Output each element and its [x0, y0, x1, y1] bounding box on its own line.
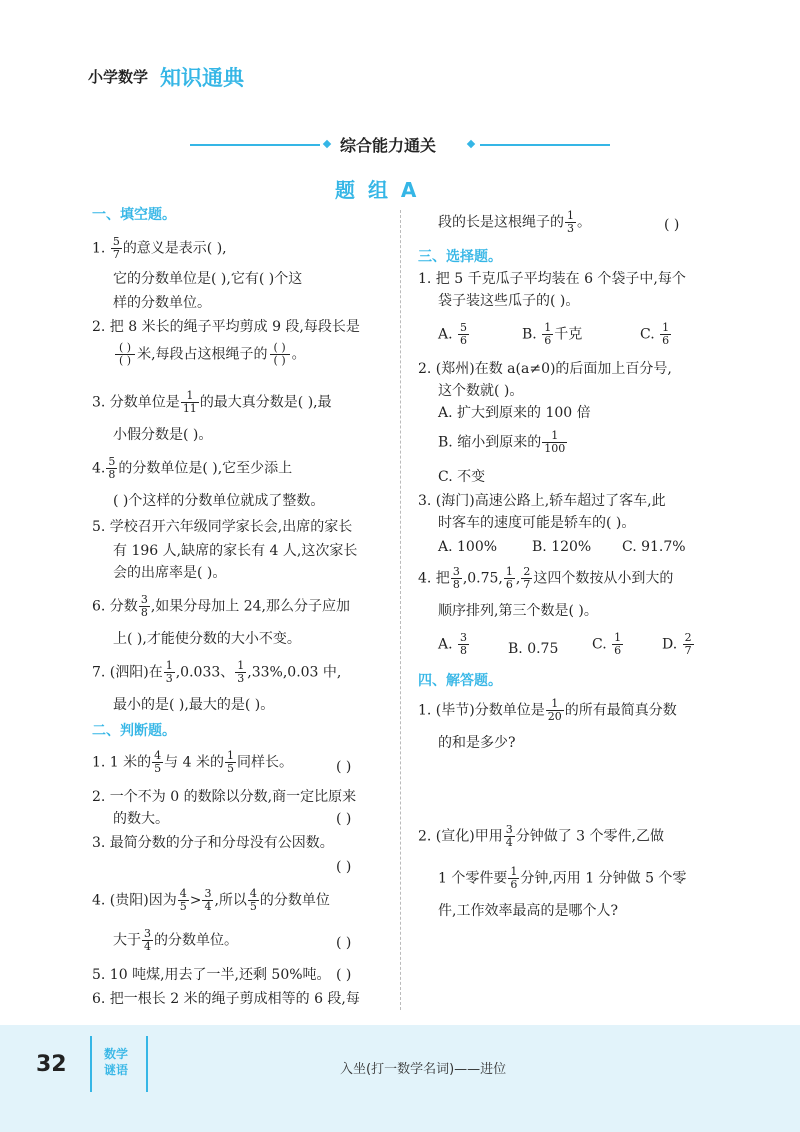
page-number: 32: [36, 1052, 67, 1077]
fill-q1-line2: 它的分数单位是( ),它有( )个这: [113, 271, 303, 287]
choice-q3-opt-c[interactable]: C. 91.7%: [622, 539, 686, 555]
series-name: 小学数学: [88, 68, 149, 86]
solve-q1-line2: 的和是多少?: [438, 735, 516, 751]
footer-divider-right: [146, 1036, 148, 1092]
choice-q3-opt-b[interactable]: B. 120%: [532, 539, 592, 555]
fraction: $\frac{4}{5}$: [249, 887, 257, 913]
choice-q1-line1: 1. 把 5 千克瓜子平均装在 6 个袋子中,每个: [418, 271, 686, 287]
fraction: $\frac{4}{5}$: [154, 749, 162, 775]
fill-q4-line1: 4. $\frac{5}{8}$ 的分数单位是( ),它至少添上: [92, 455, 293, 481]
fraction: $\frac{2}{7}$: [523, 565, 531, 591]
judge-q1: 1. 1 米的 $\frac{4}{5}$ 与 4 米的 $\frac{1}{5}$ 同样长。: [92, 749, 293, 775]
choice-q1-opt-c[interactable]: C. $\frac{1}{6}$: [640, 321, 670, 347]
section-judge: 二、判断题。: [92, 723, 176, 739]
footer-divider-left: [90, 1036, 92, 1092]
judge-q2-line2: 的数大。: [113, 811, 169, 827]
choice-q4-opt-d[interactable]: D. $\frac{2}{7}$: [662, 631, 692, 657]
fraction: $\frac{3}{8}$: [452, 565, 460, 591]
fraction: $\frac{1}{3}$: [237, 659, 245, 685]
choice-q2-line2: 这个数就( )。: [438, 383, 524, 399]
choice-q4-line1: 4. 把 $\frac{3}{8}$ ,0.75, $\frac{1}{6}$ , $\frac{2}{7}$ 这四个数按从小到大的: [418, 565, 674, 591]
judge-q2-line1: 2. 一个不为 0 的数除以分数,商一定比原来: [92, 789, 357, 805]
choice-q3-opt-a[interactable]: A. 100%: [438, 539, 498, 555]
judge-q4-line2: 大于 $\frac{3}{4}$ 的分数单位。: [113, 927, 238, 953]
choice-q2-line1: 2. (郑州)在数 a(a≠0)的后面加上百分号,: [418, 361, 672, 377]
fraction: $\frac{3}{4}$: [204, 887, 212, 913]
fraction: $\frac{1}{3}$: [165, 659, 173, 685]
fraction: $\frac{1}{5}$: [226, 749, 234, 775]
fraction: $\frac{1}{6}$: [510, 865, 518, 891]
choice-q4-opt-c[interactable]: C. $\frac{1}{6}$: [592, 631, 622, 657]
judge-q4-paren[interactable]: ( ): [336, 935, 352, 951]
fraction: $\frac{3}{8}$: [140, 593, 148, 619]
fraction: $\frac{1}{3}$: [567, 209, 574, 235]
fraction: $\frac{3}{4}$: [505, 823, 513, 849]
footer-band: [0, 1025, 800, 1132]
fraction: $\frac{5}{7}$: [112, 235, 120, 261]
banner-diamond-right: [467, 140, 475, 148]
choice-q3-line1: 3. (海门)高速公路上,轿车超过了客车,此: [418, 493, 666, 509]
riddle-text: 入坐(打一数学名词)——进位: [340, 1062, 507, 1077]
banner-title: 综合能力通关: [340, 136, 437, 155]
judge-q3-paren[interactable]: ( ): [336, 859, 352, 875]
judge-q6-paren[interactable]: ( ): [664, 217, 680, 233]
choice-q4-opt-b[interactable]: B. 0.75: [508, 641, 559, 657]
choice-q2-opt-a[interactable]: A. 扩大到原来的 100 倍: [438, 405, 591, 421]
blank-fraction[interactable]: $\frac{( )}{( )}$: [270, 342, 290, 367]
fill-q3-line2: 小假分数是( )。: [113, 427, 213, 443]
fill-q5-line1: 5. 学校召开六年级同学家长会,出席的家长: [92, 519, 353, 535]
judge-q3: 3. 最简分数的分子和分母没有公因数。: [92, 835, 334, 851]
fill-q7-line2: 最小的是( ),最大的是( )。: [113, 697, 275, 713]
fraction: $\frac{2}{7}$: [684, 631, 692, 657]
q-text: 的意义是表示( ),: [122, 240, 227, 257]
choice-q1-opt-b[interactable]: B. $\frac{1}{6}$ 千克: [522, 321, 583, 347]
column-divider: [400, 210, 401, 1010]
fraction: $\frac{1}{100}$: [544, 429, 566, 455]
fill-q4-line2: ( )个这样的分数单位就成了整数。: [113, 493, 325, 509]
fill-q2-line2: $\frac{( )}{( )}$ 米,每段占这根绳子的 $\frac{( )}{( )}$ 。: [113, 342, 306, 367]
fraction: $\frac{5}{8}$: [108, 455, 116, 481]
choice-q4-opt-a[interactable]: A. $\frac{3}{8}$: [438, 631, 468, 657]
judge-q6-line2: 段的长是这根绳子的 $\frac{1}{3}$ 。: [438, 209, 591, 235]
solve-q2-line1: 2. (宣化)甲用 $\frac{3}{4}$ 分钟做了 3 个零件,乙做: [418, 823, 664, 849]
banner-diamond-left: [323, 140, 331, 148]
fraction: $\frac{5}{6}$: [460, 321, 468, 347]
fraction: $\frac{1}{20}$: [547, 697, 562, 723]
banner-line-left: [190, 144, 320, 146]
solve-q1-line1: 1. (毕节)分数单位是 $\frac{1}{20}$ 的所有最简真分数: [418, 697, 677, 723]
fill-q5-line2: 有 196 人,缺席的家长有 4 人,这次家长: [113, 543, 358, 559]
fraction: $\frac{3}{4}$: [144, 927, 151, 953]
fraction: $\frac{4}{5}$: [179, 887, 187, 913]
judge-q6-line1: 6. 把一根长 2 米的绳子剪成相等的 6 段,每: [92, 991, 360, 1007]
choice-q1-line2: 袋子装这些瓜子的( )。: [438, 293, 580, 309]
fill-q2-line1: 2. 把 8 米长的绳子平均剪成 9 段,每段长是: [92, 319, 360, 335]
book-title: 知识通典: [160, 66, 244, 90]
solve-q2-line2: 1 个零件要 $\frac{1}{6}$ 分钟,丙用 1 分钟做 5 个零: [438, 865, 687, 891]
section-fill: 一、填空题。: [92, 207, 176, 223]
q-number: 1.: [92, 240, 106, 257]
choice-q2-opt-c[interactable]: C. 不变: [438, 469, 486, 485]
judge-q4-line1: 4. (贵阳)因为 $\frac{4}{5}$ > $\frac{3}{4}$ ,所以 $\frac{4}{5}$ 的分数单位: [92, 887, 330, 913]
section-solve: 四、解答题。: [418, 673, 502, 689]
fill-q6-line2: 上( ),才能使分数的大小不变。: [113, 631, 301, 647]
choice-q1-opt-a[interactable]: A. $\frac{5}{6}$: [438, 321, 468, 347]
banner-line-right: [480, 144, 610, 146]
fraction: $\frac{1}{6}$: [505, 565, 513, 591]
blank-fraction[interactable]: $\frac{( )}{( )}$: [115, 342, 135, 367]
choice-q2-opt-b[interactable]: B. 缩小到原来的 $\frac{1}{100}$: [438, 429, 566, 455]
riddle-label: 数学谜语: [104, 1047, 129, 1077]
fraction: $\frac{1}{6}$: [544, 321, 552, 347]
judge-q5: 5. 10 吨煤,用去了一半,还剩 50%吨。: [92, 967, 331, 983]
fraction: $\frac{1}{11}$: [182, 389, 197, 415]
section-choice: 三、选择题。: [418, 249, 502, 265]
fraction: $\frac{3}{8}$: [460, 631, 468, 657]
group-title: 题 组 A: [335, 178, 420, 202]
judge-q1-paren[interactable]: ( ): [336, 759, 352, 775]
fill-q7-line1: 7. (泗阳)在 $\frac{1}{3}$ ,0.033、 $\frac{1}{3}$ ,33%,0.03 中,: [92, 659, 342, 685]
fill-q3-line1: 3. 分数单位是 $\frac{1}{11}$ 的最大真分数是( ),最: [92, 389, 332, 415]
solve-q2-line3: 件,工作效率最高的是哪个人?: [438, 903, 618, 919]
judge-q5-paren[interactable]: ( ): [336, 967, 352, 983]
fill-q1-line1: [92, 236, 227, 261]
fraction: $\frac{1}{6}$: [662, 321, 670, 347]
fill-q6-line1: 6. 分数 $\frac{3}{8}$ ,如果分母加上 24,那么分子应加: [92, 593, 350, 619]
fill-q1-line3: 样的分数单位。: [113, 295, 211, 311]
choice-q4-line2: 顺序排列,第三个数是( )。: [438, 603, 598, 619]
fill-q5-line3: 会的出席率是( )。: [113, 565, 227, 581]
choice-q3-line2: 时客车的速度可能是轿车的( )。: [438, 515, 636, 531]
fraction: $\frac{1}{6}$: [614, 631, 622, 657]
judge-q2-paren[interactable]: ( ): [336, 811, 352, 827]
